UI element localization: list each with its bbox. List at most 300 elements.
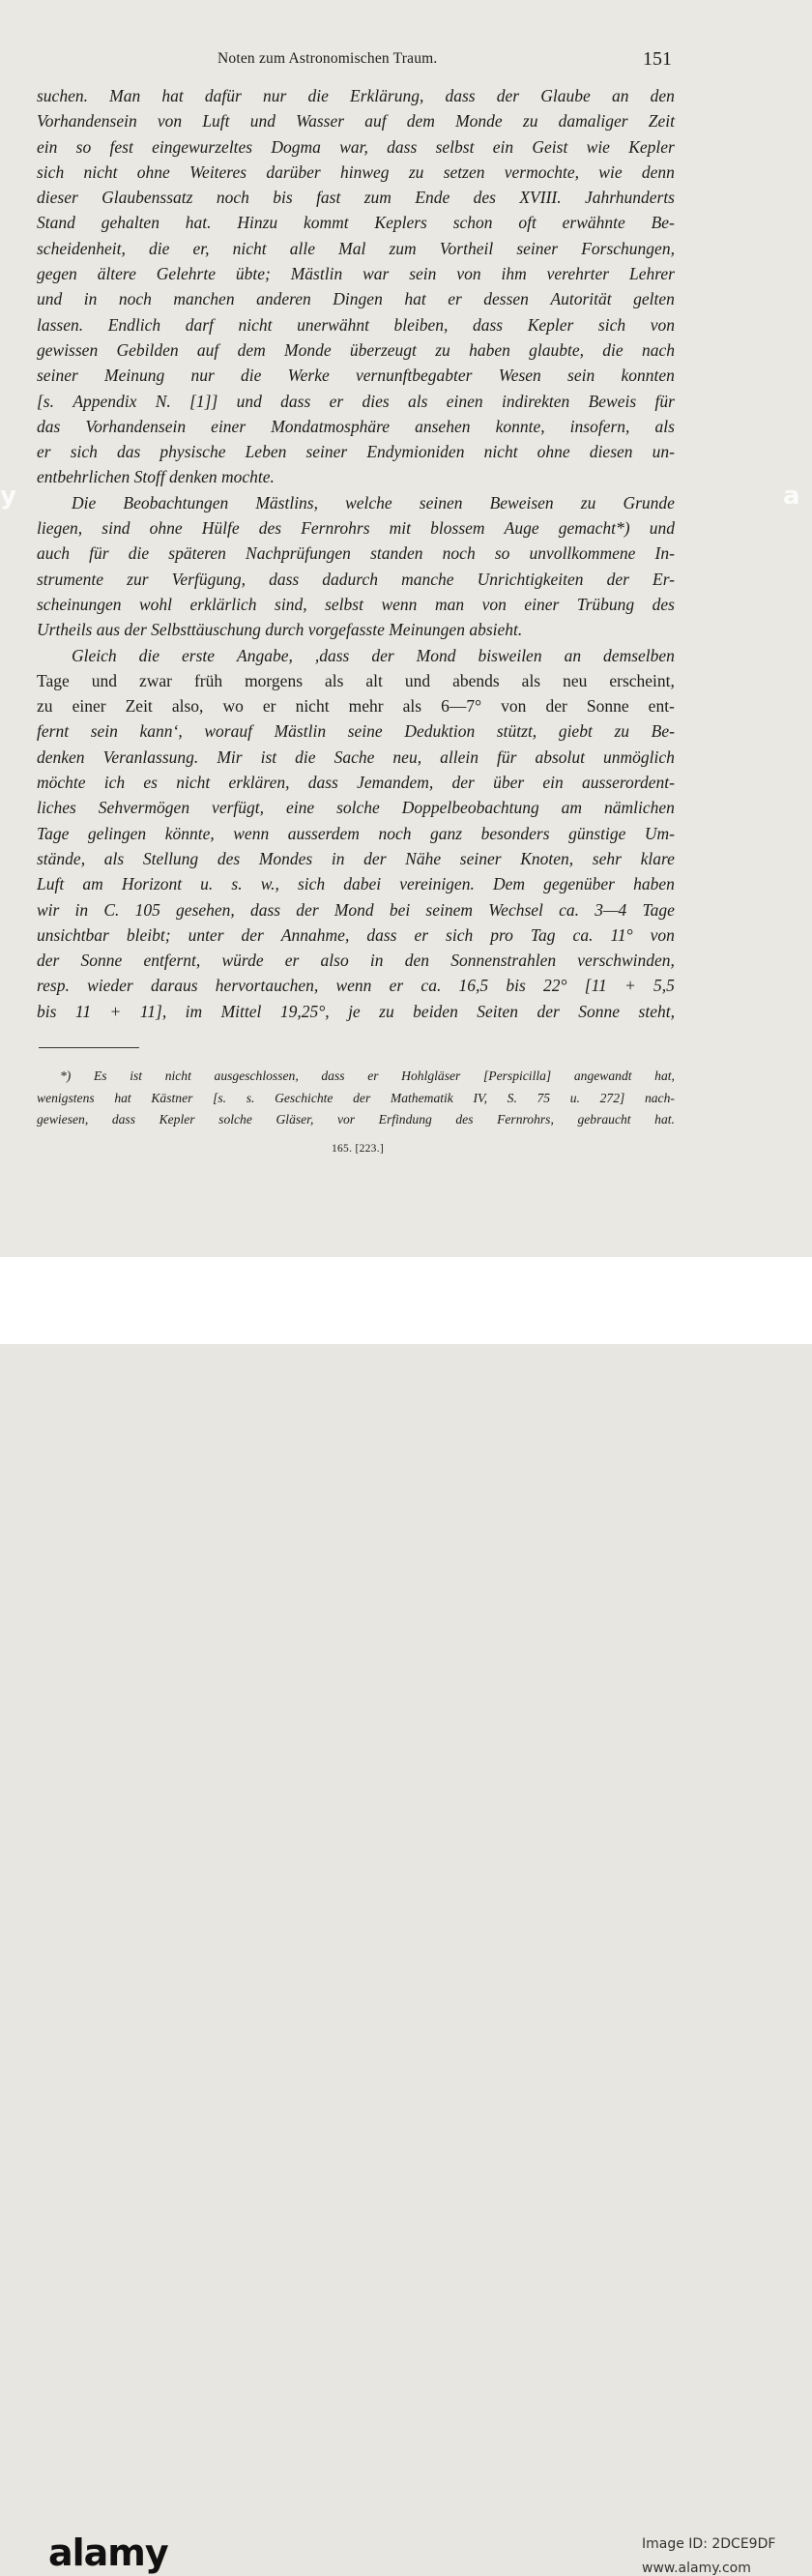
word: Vortheil (439, 238, 494, 258)
word: kann‘, (139, 721, 183, 742)
word: des (652, 594, 675, 614)
text-line (37, 643, 675, 668)
word: Geschichte (275, 1090, 334, 1105)
word: bei (389, 899, 411, 920)
word: 16,5 (458, 976, 489, 996)
word: 5,5 (653, 976, 675, 996)
text-line (37, 439, 675, 464)
word: gegen (37, 264, 77, 284)
word: Wechsel (488, 899, 543, 920)
text-line (37, 668, 675, 693)
word: *) (60, 1068, 72, 1083)
word: seiner (459, 848, 502, 868)
word: dabei (343, 874, 382, 894)
word: Veranlassung. (102, 746, 199, 767)
word: u. (200, 874, 214, 894)
word: in (74, 899, 89, 920)
word: der (451, 773, 475, 793)
word: und (404, 670, 431, 690)
word: Tage (37, 823, 70, 843)
word: Beweisen (489, 492, 554, 512)
word: wenn (381, 594, 418, 614)
word: späteren (168, 543, 226, 564)
word: Meinung (104, 366, 165, 386)
word: Unrichtigkeiten (477, 569, 584, 589)
word: + (109, 1001, 122, 1021)
word: als (654, 416, 675, 436)
word: Mästlin (290, 264, 343, 284)
word: nicht (83, 161, 118, 182)
word: Geist (532, 136, 568, 157)
word: fernt (37, 721, 70, 742)
word: unerwähnt (297, 314, 369, 335)
word: bis (273, 188, 293, 208)
word: Vorhandensein (85, 416, 187, 436)
image-id: Image ID: 2DCE9DF (642, 2536, 776, 2552)
word: s. (231, 874, 243, 894)
word: zu (379, 1001, 394, 1021)
word: diesen (589, 442, 633, 462)
word: dass (111, 1112, 135, 1127)
word: Glaube (540, 86, 591, 105)
footnote-line (37, 1066, 675, 1088)
text-line (37, 922, 675, 948)
word: einer (524, 594, 560, 614)
word: gesehen, (176, 899, 235, 920)
word: insofern, (569, 416, 630, 436)
word: physische (160, 442, 226, 462)
word: 22° (543, 976, 567, 996)
text-line (37, 973, 675, 998)
word: wir (37, 899, 60, 920)
word: Kepler (159, 1112, 195, 1127)
word: solche (218, 1112, 252, 1127)
site-url: www.alamy.com (642, 2561, 751, 2576)
word: nämlichen (604, 798, 675, 818)
word: war (362, 264, 390, 284)
word: dessen (483, 289, 529, 309)
word: XVIII. (519, 188, 562, 208)
word: neu (563, 670, 588, 690)
word: Fernrohrs, (497, 1112, 554, 1127)
word: Grunde (623, 492, 675, 512)
word: Ende (415, 188, 450, 208)
text-line (37, 515, 675, 541)
footnote-line (37, 1088, 675, 1110)
word: hat (114, 1090, 131, 1105)
running-title: Noten zum Astronomischen Traum. (218, 50, 438, 67)
word: Be- (651, 213, 675, 233)
word: so (75, 136, 92, 157)
word: vernunftbegabter (355, 366, 473, 386)
word: Beobachtungen (123, 492, 229, 512)
word: Doppelbeobachtung (401, 798, 539, 818)
word: denn (641, 161, 675, 182)
word: bis (37, 1001, 57, 1021)
word: neu, (392, 746, 422, 767)
word: bleiben, (393, 314, 449, 335)
word: dies (362, 391, 390, 411)
stock-watermark-band (0, 1257, 812, 2576)
word: sind (102, 518, 130, 539)
word: steht, (638, 1001, 675, 1021)
text-line (37, 490, 675, 515)
word: ein (37, 136, 58, 157)
word: hat. (654, 1112, 675, 1127)
word: zum (363, 188, 392, 208)
word: un- (652, 442, 675, 462)
word: Gleich (72, 645, 117, 665)
text-line (37, 948, 675, 973)
word: blossem (430, 518, 485, 539)
word: Mir (217, 746, 243, 767)
word: hat (404, 289, 426, 309)
word: lassen. (37, 314, 84, 335)
word: 19,25°, (279, 1001, 330, 1021)
word: seinen (419, 492, 463, 512)
word: Sonne (586, 696, 629, 717)
word: Stellung (142, 848, 199, 868)
word: indirekten (501, 391, 570, 411)
word: Mästlins, (255, 492, 318, 512)
word: in (331, 848, 345, 868)
word: Lehrer (629, 264, 675, 284)
word: für (654, 391, 675, 411)
word: mit (389, 518, 412, 539)
word: dem (406, 111, 435, 132)
word: scheinungen (37, 594, 122, 614)
word: wenn (233, 823, 270, 843)
word: Hohlgläser (401, 1068, 461, 1083)
word: 11° (610, 924, 633, 945)
word: die (241, 366, 262, 386)
word: sich (446, 924, 474, 945)
word: nur (263, 86, 287, 105)
word: auf (364, 111, 387, 132)
footnote-divider (39, 1047, 139, 1048)
word: zu (408, 161, 424, 182)
word: Luft (202, 111, 230, 132)
word: zu (614, 721, 629, 742)
text-line (37, 795, 675, 820)
word: Sache (334, 746, 375, 767)
word: das (37, 416, 61, 436)
word: Endymioniden (366, 442, 465, 462)
word: erklärlich (189, 594, 257, 614)
word: s. (246, 1090, 255, 1105)
word: vermochte, (504, 161, 580, 182)
signature-mark: 165. [223.] (331, 1143, 385, 1155)
word: sein (409, 264, 437, 284)
word: Sonne (80, 951, 123, 971)
word: im (185, 1001, 203, 1021)
word: sich (297, 874, 326, 894)
word: Monde (284, 339, 332, 360)
word: er, (192, 238, 210, 258)
text-line (37, 83, 675, 108)
word: nicht (483, 442, 518, 462)
word: resp. (37, 976, 70, 996)
word: ich (103, 773, 126, 793)
word: er (284, 951, 300, 971)
word: einer (72, 696, 106, 717)
word: Wasser (296, 111, 345, 132)
word: allein (440, 746, 478, 767)
word: erklären, (228, 773, 290, 793)
word: standen (370, 543, 423, 564)
line-text: entbehrlichen Stoff denken mochte. (37, 467, 275, 487)
word: S. (507, 1090, 517, 1105)
word: scheidenheit, (37, 238, 126, 258)
word: 3—4 (594, 899, 627, 920)
word: selbst (325, 594, 363, 614)
word: konnten (621, 366, 675, 386)
word: verschwinden, (577, 951, 675, 971)
word: ohne (136, 161, 170, 182)
word: alt (365, 670, 383, 690)
word: C. (103, 899, 120, 920)
word: bisweilen (478, 645, 542, 665)
word: dass (249, 899, 281, 920)
text-line (37, 693, 675, 718)
word: giebt (558, 721, 593, 742)
word: auch (37, 543, 71, 564)
word: noch (216, 188, 249, 208)
book-page (0, 0, 812, 1257)
text-line (37, 363, 675, 388)
word: Auge (504, 518, 539, 539)
text-line (37, 592, 675, 617)
word: abends (452, 670, 500, 690)
word: daraus (150, 976, 198, 996)
word: seinem (425, 899, 474, 920)
word: für (89, 543, 109, 564)
word: zu (580, 492, 596, 512)
text-line (37, 745, 675, 770)
word: bis (506, 976, 526, 996)
word: Mittel (220, 1001, 262, 1021)
word: haben (469, 339, 510, 360)
word: gegenüber (543, 874, 615, 894)
word: Knoten, (520, 848, 574, 868)
word: der (296, 899, 319, 920)
word: nicht (238, 314, 273, 335)
word: dem (237, 339, 266, 360)
word: der (371, 645, 394, 665)
watermark-fragment-right: a (783, 482, 800, 511)
word: solche (336, 798, 380, 818)
word: gelingen (87, 823, 147, 843)
word: Mond (416, 645, 456, 665)
word: Mond (334, 899, 374, 920)
word: am (561, 798, 583, 818)
word: über (493, 773, 525, 793)
word: ihm (501, 264, 527, 284)
word: er (448, 289, 462, 309)
word: an (611, 86, 629, 105)
word: und (91, 670, 117, 690)
word: Dem (492, 874, 525, 894)
word: vor (336, 1112, 356, 1127)
word: das (117, 442, 141, 462)
word: gehalten (101, 213, 160, 233)
word: Kepler (628, 136, 675, 157)
word: Tage (642, 899, 675, 920)
text-line (37, 541, 675, 566)
word: alle (289, 238, 315, 258)
word: darf (185, 314, 214, 335)
word: erscheint, (609, 670, 675, 690)
word: seine (347, 721, 383, 742)
word: dass (387, 136, 418, 157)
word: dass (445, 86, 476, 105)
word: Werke (287, 366, 330, 386)
word: Mal (338, 238, 366, 258)
word: bleibt; (126, 924, 171, 945)
word: könnte, (164, 823, 215, 843)
word: strumente (37, 569, 104, 589)
word: haben (633, 874, 675, 894)
word: dass (307, 773, 338, 793)
word: sich (37, 161, 65, 182)
word: ca. (559, 899, 579, 920)
word: Mästlin (274, 721, 327, 742)
word: 105 (134, 899, 160, 920)
word: fest (109, 136, 133, 157)
word: noch (442, 543, 476, 564)
text-line (37, 897, 675, 922)
word: liegen, (37, 518, 83, 539)
word: Mondes (258, 848, 313, 868)
body-text (37, 83, 675, 1024)
text-line (37, 718, 675, 744)
word: Gelehrte (156, 264, 216, 284)
word: seiner (305, 442, 348, 462)
word: für (497, 746, 517, 767)
word: die (295, 746, 316, 767)
word: der (545, 696, 567, 717)
word: Zeit (648, 111, 675, 132)
word: die (602, 339, 624, 360)
word: manchen (173, 289, 235, 309)
word: Verfügung, (171, 569, 246, 589)
word: ohne (149, 518, 183, 539)
word: welche (345, 492, 392, 512)
word: Jahrhunderts (584, 188, 675, 208)
word: Trübung (576, 594, 635, 614)
word: den (650, 86, 675, 105)
word: Mondatmosphäre (271, 416, 391, 436)
word: 75 (536, 1090, 551, 1105)
word: je (348, 1001, 361, 1021)
word: also (320, 951, 349, 971)
text-line (37, 108, 675, 133)
word: Tage (37, 670, 70, 690)
word: Stand (37, 213, 75, 233)
word: Gebilden (116, 339, 179, 360)
word: er (389, 976, 404, 996)
word: ein (492, 136, 514, 157)
word: ent- (648, 696, 675, 717)
word: sein (90, 721, 118, 742)
word: klare (640, 848, 675, 868)
word: zur (127, 569, 149, 589)
word: dass (280, 391, 311, 411)
word: morgens (245, 670, 304, 690)
word: Forschungen, (581, 238, 675, 258)
word: unvollkommene (529, 543, 636, 564)
word: Hinzu (237, 213, 278, 233)
word: Be- (651, 721, 675, 742)
word: zu (522, 111, 538, 132)
word: und (649, 518, 675, 539)
word: Man (109, 86, 141, 105)
word: demselben (603, 645, 675, 665)
word: dieser (37, 188, 78, 208)
word: [s. (213, 1090, 227, 1105)
word: ohne (536, 442, 570, 462)
word: der (606, 569, 629, 589)
word: gebraucht (577, 1112, 631, 1127)
word: u. (569, 1090, 580, 1105)
word: entfernt, (143, 951, 201, 971)
word: damaliger (558, 111, 628, 132)
word: 6—7° (441, 696, 482, 717)
word: Erfindung (378, 1112, 432, 1127)
word: nicht (232, 238, 267, 258)
word: von (481, 594, 507, 614)
word: gelten (633, 289, 675, 309)
word: hervortauchen, (215, 976, 319, 996)
word: gewissen (37, 339, 99, 360)
word: Leben (245, 442, 287, 462)
word: Nachprüfungen (246, 543, 351, 564)
word: Weiteres (189, 161, 247, 182)
word: dadurch (322, 569, 378, 589)
word: der (353, 1090, 371, 1105)
word: die (148, 238, 170, 258)
word: Um- (644, 823, 675, 843)
word: Keplers (374, 213, 427, 233)
word: In- (654, 543, 675, 564)
text-line (37, 567, 675, 592)
word: ausgeschlossen, (214, 1068, 299, 1083)
word: am (82, 874, 103, 894)
word: Nähe (405, 848, 442, 868)
word: Annahme, (280, 924, 350, 945)
word: ausserordent- (582, 773, 675, 793)
word: dafür (204, 86, 242, 105)
word: die (138, 645, 160, 665)
word: verehrter (546, 264, 610, 284)
word: und (249, 111, 276, 132)
word: dass (366, 924, 397, 945)
word: seiner (37, 366, 78, 386)
word: des (217, 848, 241, 868)
word: liches (37, 798, 76, 818)
word: Deduktion (404, 721, 476, 742)
word: in (369, 951, 384, 971)
word: die (307, 86, 329, 105)
word: des (455, 1112, 474, 1127)
word: [s. (37, 391, 54, 411)
watermark-fragment-left: y (0, 482, 16, 511)
word: an (564, 645, 582, 665)
word: der (363, 848, 387, 868)
word: er (37, 442, 51, 462)
word: nach (641, 339, 675, 360)
word: noch (378, 823, 412, 843)
